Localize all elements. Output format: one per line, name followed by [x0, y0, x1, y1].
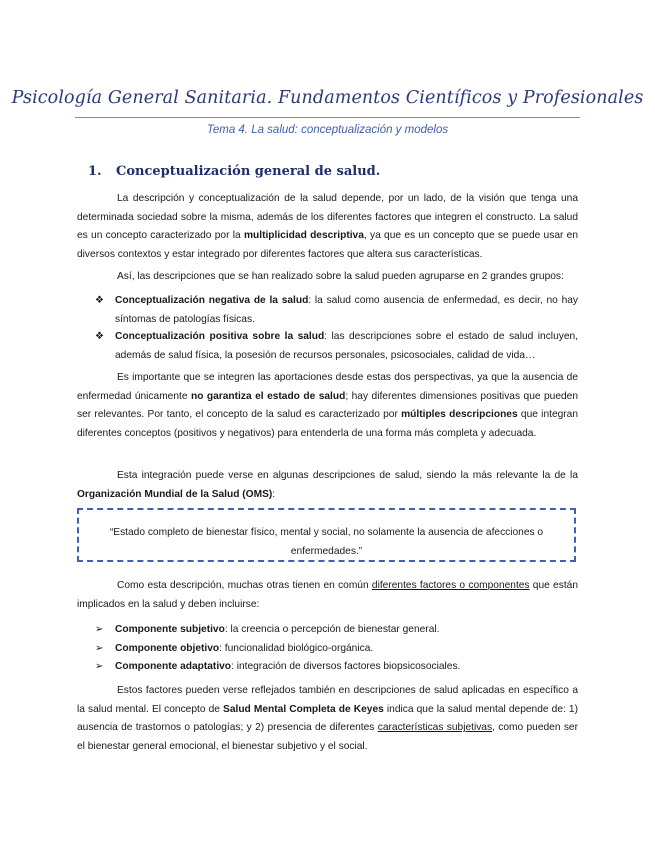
list-item	[77, 621, 578, 640]
arrow-bullet-icon: ➢	[95, 661, 104, 673]
section-title: Conceptualización general de salud.	[116, 164, 381, 179]
item-label: Componente subjetivo	[115, 624, 225, 635]
bold-term: no garantiza el estado de salud	[190, 390, 346, 402]
paragraph-text: , ya que es un concepto que se puede usar en diversos contextos y estar integrado por diferentes factores que altera sus características.	[77, 230, 578, 260]
item-label: Conceptualización negativa de la salud	[115, 295, 309, 306]
paragraph-2: Así, las descripciones que se han realizado sobre la salud pueden agruparse en 2 grandes grupos:	[117, 271, 564, 282]
paragraph-3	[77, 369, 578, 443]
underlined-term: características subjetivas	[377, 722, 493, 734]
groups-list	[77, 292, 578, 365]
item-text: : la creencia o percepción de bienestar general.	[224, 624, 440, 635]
bold-term: Organización Mundial de la Salud (OMS)	[77, 488, 273, 500]
paragraph-text: indica que la salud mental depende de: 1) ausencia de trastornos o patologías; y 2) presencia de diferentes	[77, 703, 578, 734]
arrow-bullet-icon: ➢	[95, 642, 104, 654]
components-list	[77, 621, 578, 677]
item-text: : integración de diversos factores biopsicosociales.	[231, 661, 461, 673]
item-label: Componente adaptativo	[115, 661, 232, 673]
diamond-bullet-icon: ❖	[95, 331, 104, 343]
document-subtitle: Tema 4. La salud: conceptualización y modelos	[206, 124, 449, 136]
who-definition-quote: “Estado completo de bienestar físico, mental y social, no solamente la ausencia de afecciones o enfermedades.”	[109, 527, 544, 557]
paragraph-text: , como pueden ser el bienestar general emocional, el bienestar subjetivo y el social.	[77, 722, 578, 752]
paragraph-text: Como esta descripción, muchas otras tienen en común	[117, 580, 372, 591]
item-label: Conceptualización positiva sobre la salud	[115, 331, 325, 343]
bold-term: multiplicidad descriptiva	[243, 230, 364, 242]
paragraph-text: ; hay diferentes dimensiones positivas que pueden ser relevantes. Por tanto, el concepto de la salud es caracterizado por	[77, 390, 578, 421]
paragraph-text: Es importante que se integren las aportaciones desde estas dos perspectivas, ya que la ausencia de enfermedad únicamente	[77, 372, 578, 402]
paragraph-text: Esta integración puede verse en algunas descripciones de salud, siendo la más relevante la de la	[117, 470, 578, 481]
paragraph-text: La descripción y conceptualización de la salud depende, por un lado, de la visión que tenga una determinada sociedad sobre la misma, además de los diferentes factores que integren el constructo. La salud es un concepto caracterizado por la	[77, 193, 578, 242]
list-item	[77, 658, 578, 677]
item-label: Componente objetivo	[115, 642, 220, 654]
paragraph-text: Estos factores pueden verse reflejados también en descripciones de salud aplicadas en específico a la salud mental. El concepto de	[77, 685, 578, 715]
section-heading	[88, 164, 380, 179]
document-title: Psicología General Sanitaria. Fundamentos Científicos y Profesionales	[11, 88, 644, 108]
paragraph-4	[77, 467, 578, 504]
list-item	[77, 328, 578, 365]
underlined-term: diferentes factores o componentes	[371, 580, 530, 591]
quote-box	[77, 508, 576, 562]
section-number: 1.	[88, 164, 102, 179]
list-item	[77, 640, 578, 659]
item-text: : las descripciones sobre el estado de salud incluyen, además de salud física, la posesión de recursos personales, psicosociales, calidad de vida…	[115, 331, 578, 361]
arrow-bullet-icon: ➢	[95, 624, 104, 635]
paragraph-1	[77, 190, 578, 264]
bold-term: Salud Mental Completa de Keyes	[223, 703, 384, 715]
paragraph-text: que están implicados en la salud y deben incluirse:	[77, 580, 578, 610]
diamond-bullet-icon: ❖	[95, 295, 104, 306]
list-item	[77, 292, 578, 329]
item-text: : la salud como ausencia de enfermedad, es decir, no hay síntomas de patologías físicas.	[115, 295, 578, 325]
item-text: : funcionalidad biológico-orgánica.	[219, 642, 374, 654]
paragraph-5	[77, 577, 578, 614]
paragraph-text: que integran diferentes conceptos (positivos y negativos) para entenderla de una forma más completa y adecuada.	[77, 409, 578, 439]
title-divider	[75, 117, 580, 118]
paragraph-text: :	[272, 488, 276, 500]
bold-term: múltiples descripciones	[401, 409, 518, 421]
paragraph-6	[77, 682, 578, 756]
